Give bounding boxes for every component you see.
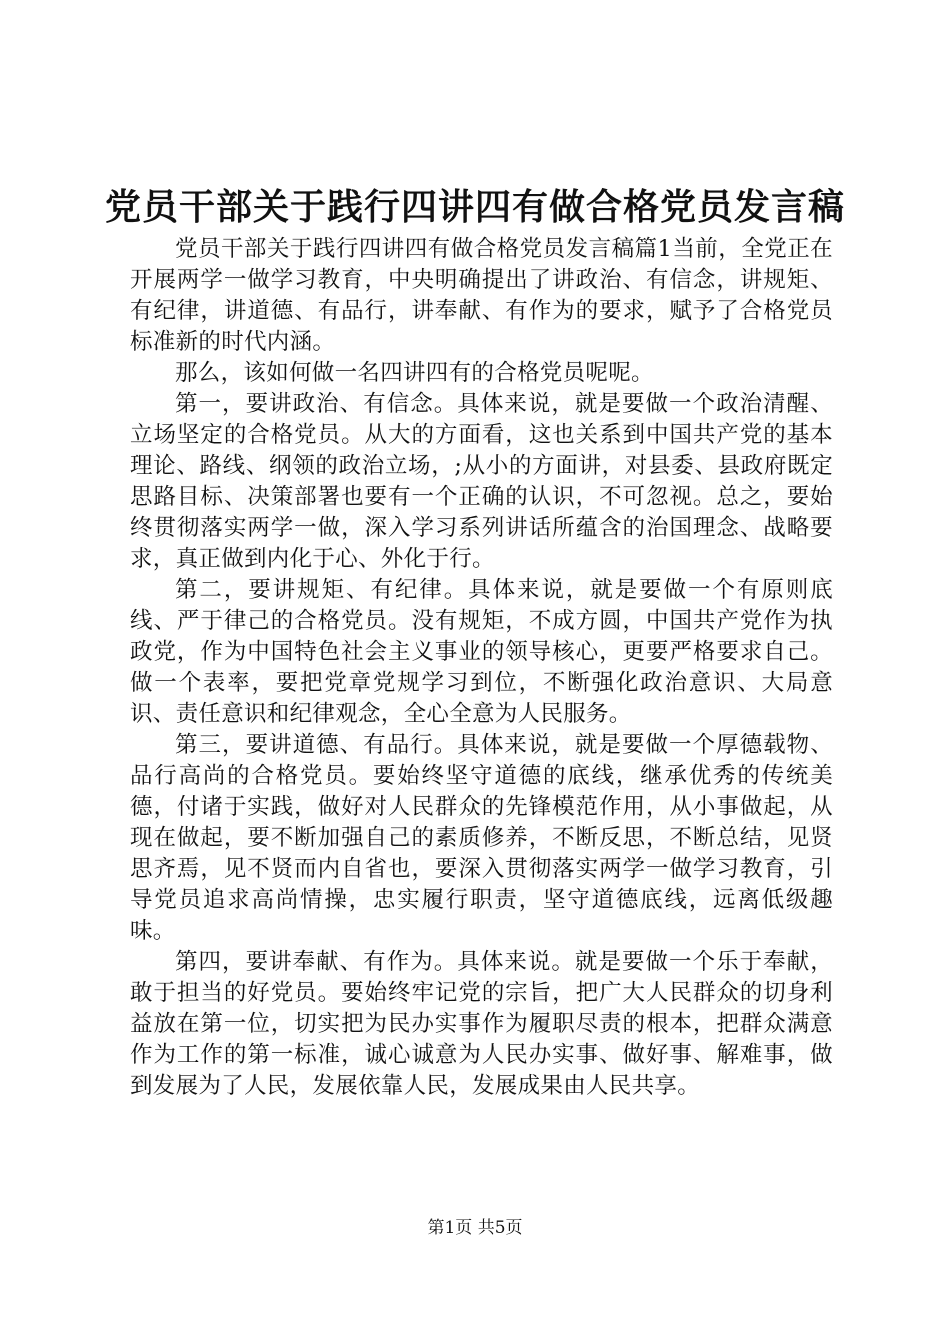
paragraph-point-3: 第三，要讲道德、有品行。具体来说，就是要做一个厚德载物、品行高尚的合格党员。要始终坚守道德的底线，继承优秀的传统美德，付诸于实践，做好对人民群众的先锋模范作用，从小事做起，从现在做起，要不断加强自己的素质修养，不断反思，不断总结，见贤思齐焉，见不贤而内自省也，要深入贯彻落实两学一做学习教育，引导党员追求高尚情操，忠实履行职责，坚守道德底线，远离低级趣味。 [130,732,833,944]
page-number-footer: 第1页 共5页 [427,1218,523,1238]
document-body [130,234,833,1102]
paragraph-intro: 党员干部关于践行四讲四有做合格党员发言稿篇1当前，全党正在开展两学一做学习教育，中央明确提出了讲政治、有信念，讲规矩、有纪律，讲道德、有品行，讲奉献、有作为的要求，赋予了合格党员标准新的时代内涵。 [130,236,833,355]
paragraph-point-2: 第二，要讲规矩、有纪律。具体来说，就是要做一个有原则底线、严于律己的合格党员。没有规矩，不成方圆，中国共产党作为执政党，作为中国特色社会主义事业的领导核心，更要严格要求自己。做一个表率，要把党章党规学习到位，不断强化政治意识、大局意识、责任意识和纪律观念，全心全意为人民服务。 [130,577,833,727]
paragraph-question: 那么，该如何做一名四讲四有的合格党员呢呢。 [175,360,654,386]
paragraph-point-1: 第一，要讲政治、有信念。具体来说，就是要做一个政治清醒、立场坚定的合格党员。从大的方面看，这也关系到中国共产党的基本理论、路线、纲领的政治立场，;从小的方面讲，对县委、县政府既定思路目标、决策部署也要有一个正确的认识，不可忽视。总之，要始终贯彻落实两学一做，深入学习系列讲话所蕴含的治国理念、战略要求，真正做到内化于心、外化于行。 [130,391,833,572]
document-title: 党员干部关于践行四讲四有做合格党员发言稿 [104,186,845,228]
paragraph-point-4: 第四，要讲奉献、有作为。具体来说。就是要做一个乐于奉献，敢于担当的好党员。要始终牢记党的宗旨，把广大人民群众的切身利益放在第一位，切实把为民办实事作为履职尽责的根本，把群众满意作为工作的第一标准，诚心诚意为人民办实事、做好事、解难事，做到发展为了人民，发展依靠人民，发展成果由人民共享。 [130,949,833,1099]
